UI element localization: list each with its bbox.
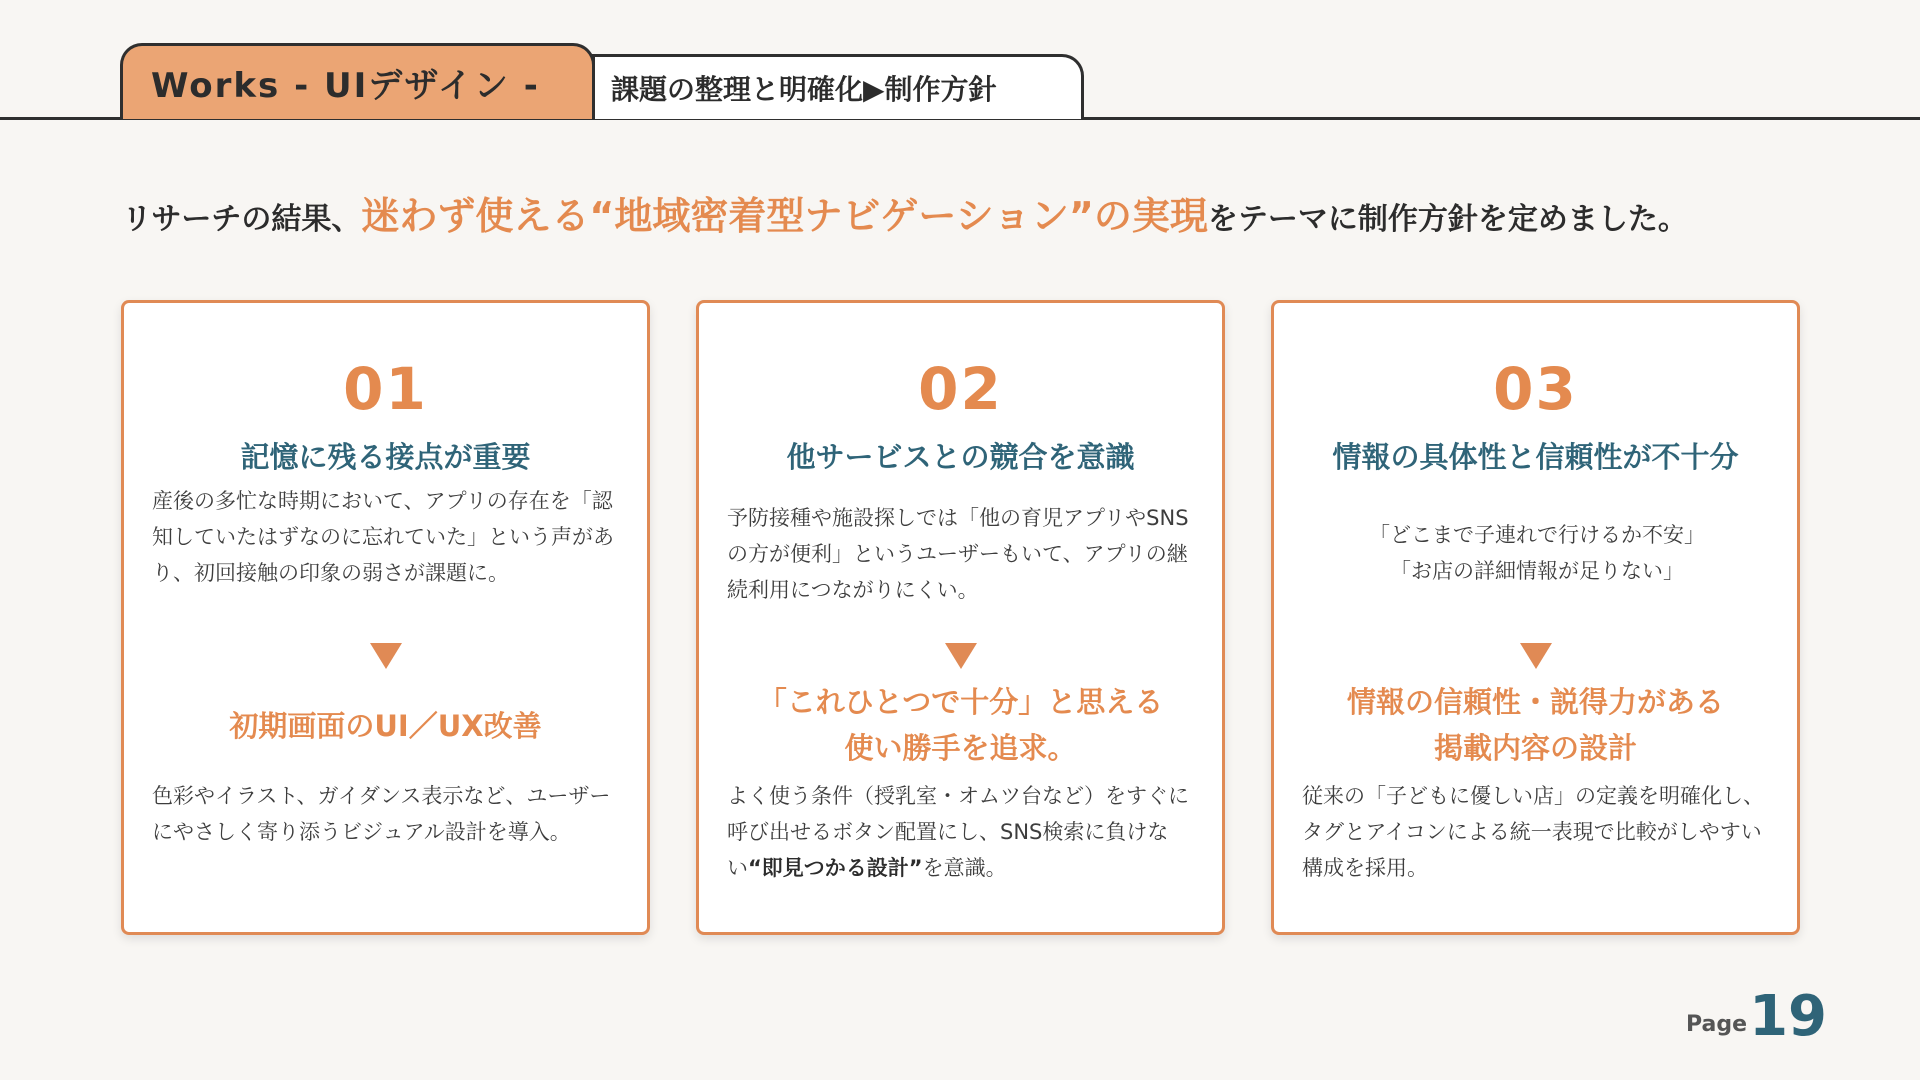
card-number: 02 xyxy=(918,355,1003,423)
card-detail-pre: よく使う条件（授乳室・オムツ台など）をすぐに呼び出せるボタン配置にし、SNS検索に負けない xyxy=(727,784,1189,880)
policy-card-02 xyxy=(696,300,1225,935)
page-number xyxy=(1686,984,1827,1049)
card-title: 記憶に残る接点が重要 xyxy=(240,440,531,474)
card-title: 他サービスとの競合を意識 xyxy=(786,440,1135,474)
card-detail xyxy=(727,778,1202,886)
policy-card-01 xyxy=(121,300,650,935)
card-problem xyxy=(1302,517,1772,589)
lead-sentence xyxy=(122,185,1822,240)
card-title: 情報の具体性と信頼性が不十分 xyxy=(1332,440,1739,474)
card-detail-bold: “即見つかる設計” xyxy=(748,856,923,880)
page-label: Page xyxy=(1686,1012,1748,1037)
section-tab: Works - UIデザイン - xyxy=(120,43,595,119)
down-triangle-icon xyxy=(945,643,977,669)
card-number: 01 xyxy=(343,355,428,423)
policy-card-03 xyxy=(1271,300,1800,935)
card-solution-line1: 情報の信頼性・説得力がある xyxy=(1346,685,1724,719)
subsection-tab: 課題の整理と明確化▶制作方針 xyxy=(592,54,1084,119)
card-problem-line2: 「お店の詳細情報が足りない」 xyxy=(1390,559,1684,583)
card-solution xyxy=(1274,679,1797,771)
card-problem-line1: 「どこまで子連れで行けるか不安」 xyxy=(1369,523,1705,547)
lead-suffix: をテーマに制作方針を定めました。 xyxy=(1207,202,1688,237)
card-solution xyxy=(699,679,1222,771)
card-solution-line1: 「これひとつで十分」と思える xyxy=(757,685,1164,719)
card-solution-line2: 使い勝手を追求。 xyxy=(844,731,1077,765)
down-triangle-icon xyxy=(370,643,402,669)
card-problem: 産後の多忙な時期において、アプリの存在を「認知していたはずなのに忘れていた」という声があり、初回接触の印象の弱さが課題に。 xyxy=(152,489,614,585)
card-number: 03 xyxy=(1493,355,1578,423)
card-detail-post: を意識。 xyxy=(922,856,1007,880)
lead-prefix: リサーチの結果、 xyxy=(122,202,362,237)
card-detail: 色彩やイラスト、ガイダンス表示など、ユーザーにやさしく寄り添うビジュアル設計を導入。 xyxy=(152,784,611,844)
down-triangle-icon xyxy=(1520,643,1552,669)
card-detail: 従来の「子どもに優しい店」の定義を明確化し、タグとアイコンによる統一表現で比較がしやすい構成を採用。 xyxy=(1302,784,1764,880)
lead-highlight: 迷わず使える“地域密着型ナビゲーション”の実現 xyxy=(361,194,1208,238)
page-number-value: 19 xyxy=(1749,984,1827,1049)
card-problem: 予防接種や施設探しでは「他の育児アプリやSNSの方が便利」というユーザーもいて、アプリの継続利用につながりにくい。 xyxy=(727,506,1189,602)
card-solution-line2: 掲載内容の設計 xyxy=(1433,731,1637,765)
card-solution: 初期画面のUI／UX改善 xyxy=(229,709,542,743)
